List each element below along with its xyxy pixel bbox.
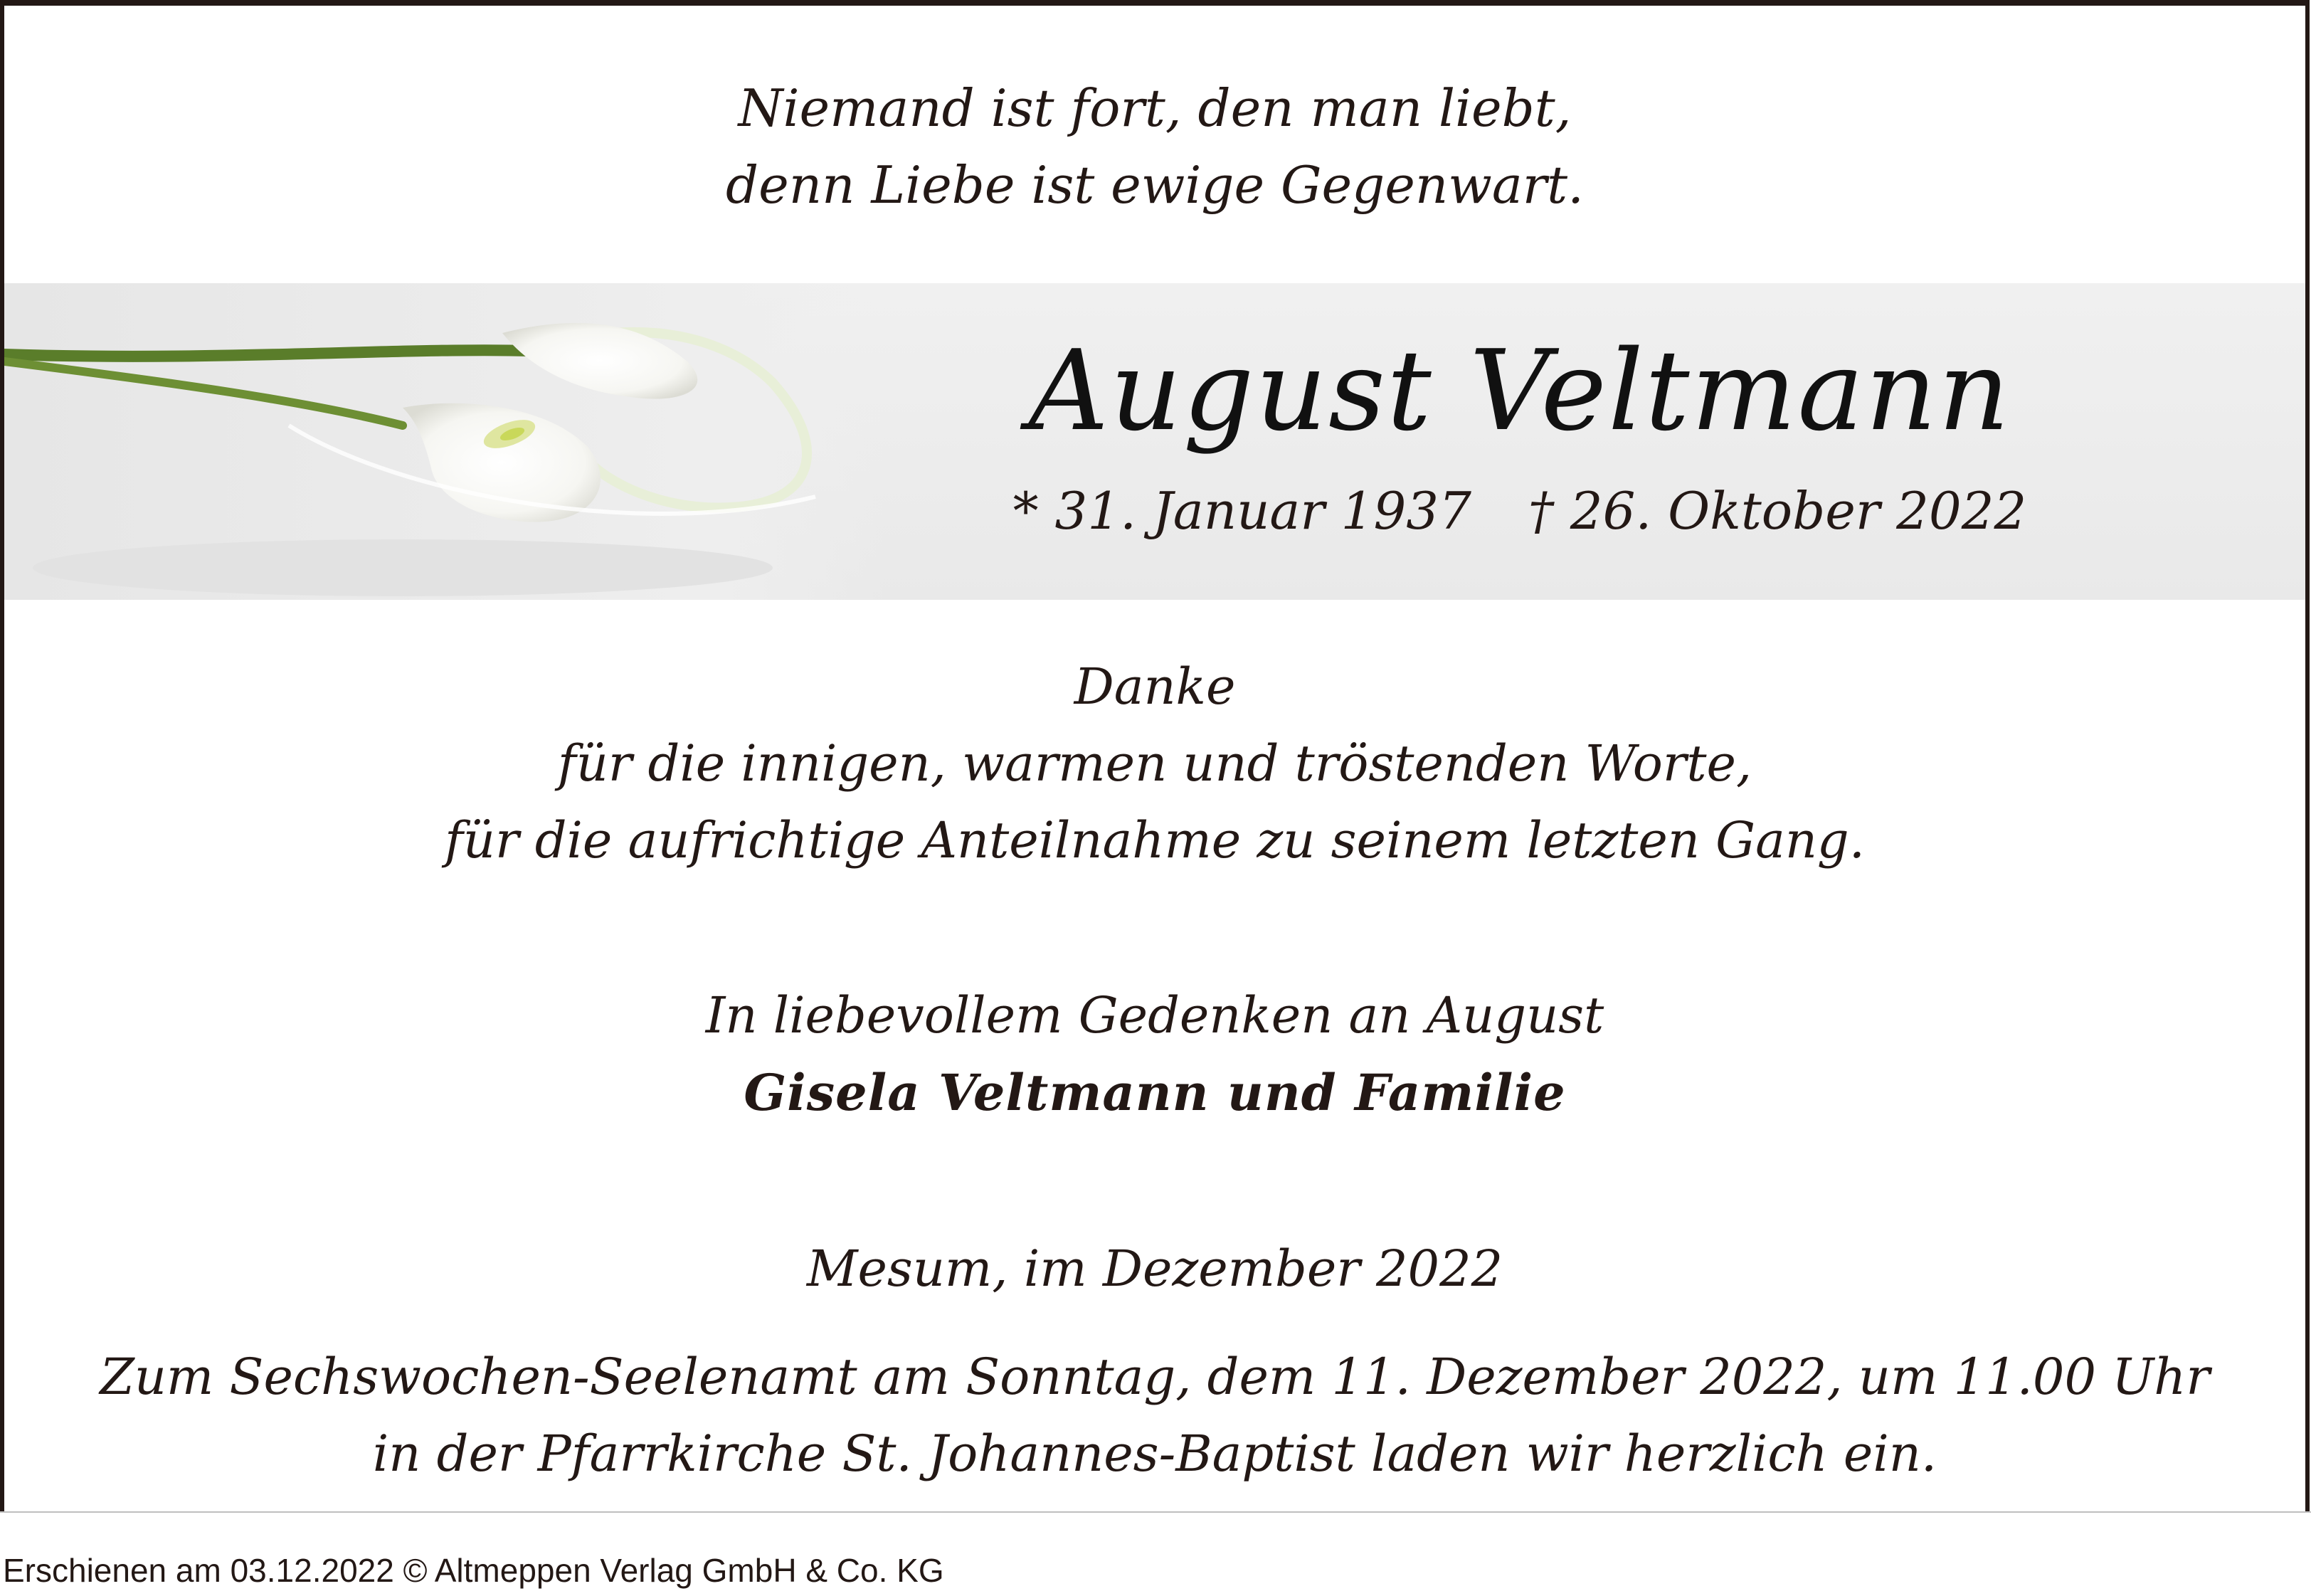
- service-line-1: Zum Sechswochen-Seelenamt am Sonntag, dem 11. Dezember 2022, um 11.00 Uhr: [100, 1348, 2210, 1406]
- memorial-line: In liebevollem Gedenken an August: [705, 986, 1604, 1045]
- publication-footer: Erschienen am 03.12.2022 © Altmeppen Verlag GmbH & Co. KG: [3, 1552, 944, 1589]
- quote-line-2: denn Liebe ist ewige Gegenwart.: [726, 155, 1584, 215]
- family-signature: Gisela Veltmann und Familie: [744, 1063, 1566, 1122]
- footer-divider: [0, 1511, 2311, 1513]
- quote-line-1: Niemand ist fort, den man liebt,: [738, 78, 1572, 138]
- thanks-line-3: für die aufrichtige Anteilnahme zu seinem letzten Gang.: [445, 811, 1865, 870]
- service-line-2: in der Pfarrkirche St. Johannes-Baptist laden wir herzlich ein.: [372, 1425, 1937, 1483]
- thanks-line-2: für die innigen, warmen und tröstenden Worte,: [557, 734, 1752, 793]
- place-date: Mesum, im Dezember 2022: [806, 1240, 1503, 1298]
- calla-lily-icon: [4, 283, 887, 600]
- name-banner: [4, 283, 2305, 600]
- deceased-name: August Veltmann: [1028, 326, 2011, 455]
- thanks-heading: Danke: [1074, 657, 1236, 716]
- life-dates: [972, 481, 2068, 541]
- death-date: † 26. Oktober 2022: [1528, 481, 2027, 541]
- birth-date: * 31. Januar 1937: [1012, 481, 1471, 541]
